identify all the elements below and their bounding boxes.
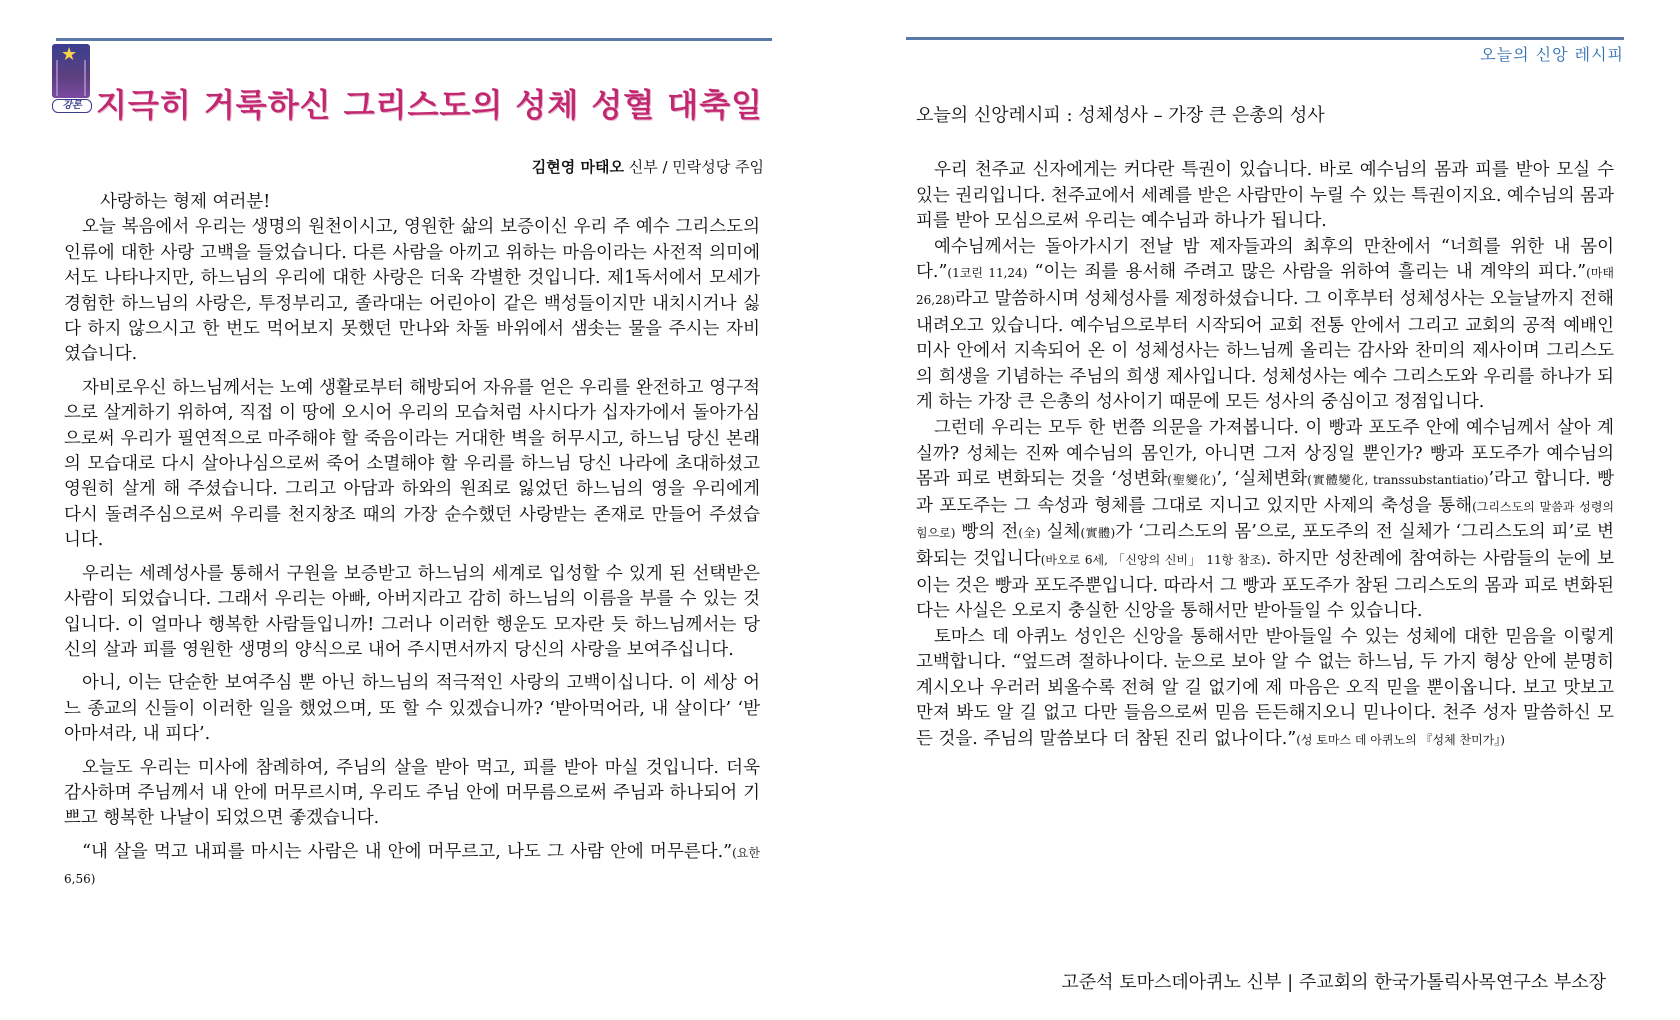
text-span: “이는 죄를 용서해 주려고 많은 사람을 위하여 흘리는 내 계약의 피다.” (1027, 262, 1587, 283)
inline-note: (바오로 6세, 「신앙의 신비」 11항 참조) (1040, 552, 1266, 567)
bible-reference: (마태 26,28) (916, 266, 1614, 307)
paragraph (916, 235, 1614, 416)
hanja-note: (全) (1018, 526, 1041, 541)
text-span: 실체 (1040, 522, 1081, 543)
paragraph: 오늘도 우리는 미사에 참례하여, 주님의 살을 받아 먹고, 피를 받아 마실 것입니다. 더욱 감사하며 주님께서 내 안에 머무르시며, 우리도 주님 안에 머무름으로써 주님과 하나되어 기쁘고 행복한 나날이 되었으면 좋겠습니다. (64, 757, 760, 829)
citation: (성 토마스 데 아퀴노의 『성체 찬미가』) (1296, 733, 1505, 748)
logo-emblem (52, 44, 90, 98)
logo-beam (56, 60, 86, 96)
homily-body (64, 190, 760, 893)
section-subtitle: 오늘의 신앙레시피 : 성체성사 – 가장 큰 은총의 성사 (916, 105, 1325, 126)
closing-quote (64, 840, 760, 893)
logo-tag: 강론 (52, 99, 92, 113)
right-top-rule (906, 37, 1624, 40)
hanja-note: (實體) (1080, 526, 1116, 541)
text-span: . 하지만 성찬례에 참여하는 사람들의 눈에 보이는 것은 빵과 포도주뿐입니다. 따라서 그 빵과 포도주가 참된 그리스도의 몸과 피로 변화된다는 사실은 오로지 충실한 신앙을 통해서만 받아들일 수 있습니다. (916, 548, 1614, 622)
bible-reference: (1코린 11,24) (947, 266, 1028, 281)
star-icon: ★ (61, 44, 78, 65)
text-span: 빵의 전 (955, 522, 1019, 543)
text-span: 예수님께서는 돌아가시기 전날 밤 제자들과의 최후의 만찬에서 “너희를 위한 내 몸이다.” (916, 236, 1614, 283)
recipe-body (916, 158, 1614, 754)
section-header: 오늘의 신앙 레시피 (1480, 45, 1624, 64)
paragraph: 사랑하는 형제 여러분! (100, 192, 271, 212)
paragraph: 우리 천주교 신자에게는 커다란 특권이 있습니다. 바로 예수님의 몸과 피를 받아 모실 수 있는 권리입니다. 천주교에서 세례를 받은 사람만이 누릴 수 있는 특권이지요. 예수님의 몸과 피를 받아 모심으로써 우리는 예수님과 하나가 됩니다. (916, 160, 1614, 232)
text-span: 라고 말씀하시며 성체성사를 제정하셨습니다. 그 이후부터 성체성사는 오늘날까지 전해 내려오고 있습니다. 예수님으로부터 시작되어 교회 전통 안에서 그리고 교회의 공적 예배인 미사 안에서 지속되어 온 이 성체성사는 하느님께 올리는 감사와 찬미의 제사이며 그리스도의 희생을 기념하는 주님의 희생 제사입니다. 성체성사는 예수 그리스도와 우리를 하나가 되게 하는 가장 큰 은총의 성사이기 때문에 모든 성사의 중심이고 정점입니다. (916, 288, 1614, 413)
text-span: ’, ‘실체변화 (1216, 469, 1308, 490)
byline-role: 신부 / 민락성당 주임 (623, 158, 764, 176)
byline-name: 김현영 마태오 (531, 158, 624, 176)
text-span: 가 ‘그리스도의 몸’으로, 포도주의 전 실체가 ‘그리스도의 피’로 변화되는 것입니다 (916, 522, 1614, 569)
left-top-rule (56, 38, 772, 41)
text-span: 토마스 데 아퀴노 성인은 신앙을 통해서만 받아들일 수 있는 성체에 대한 믿음을 이렇게 고백합니다. “엎드려 절하나이다. 눈으로 보아 알 수 없는 하느님, 두 가지 형상 안에 분명히 계시오나 우러러 뵈올수록 전혀 알 길 없기에 제 마음은 오직 믿을 뿐이옵니다. 보고 맛보고 만져 봐도 알 길 없고 다만 들음으로써 믿음 든든해지오니 믿나이다. 천주 성자 말씀하신 모든 것을. 주님의 말씀보다 더 참된 진리 없나이다.” (916, 626, 1614, 750)
byline (532, 156, 764, 177)
paragraph: 우리는 세례성사를 통해서 구원을 보증받고 하느님의 세계로 입성할 수 있게 된 선택받은 사람이 되었습니다. 그래서 우리는 아빠, 아버지라고 감히 하느님의 이름을 부를 수 있는 것입니다. 이 얼마나 행복한 사람들입니까! 그러나 이러한 행운도 모자란 듯 하느님께서는 당신의 살과 피를 영원한 생명의 양식으로 내어 주시면서까지 당신의 사랑을 보여주십니다. (64, 563, 760, 660)
paragraph (916, 416, 1614, 625)
text-span: 그런데 우리는 모두 한 번쯤 의문을 가져봅니다. 이 빵과 포도주 안에 예수님께서 살아 계실까? 성체는 진짜 예수님의 몸인가, 아니면 그저 상징일 뿐인가? 빵과 포도주가 예수님의 몸과 피로 변화되는 것을 ‘성변화 (916, 417, 1614, 490)
hanja-note: (聖變化) (1167, 473, 1217, 488)
text-span: ’라고 합니다. 빵과 포도주는 그 속성과 형체를 그대로 지니고 있지만 사제의 축성을 통해 (916, 469, 1615, 516)
paragraph: 아니, 이는 단순한 보여주심 뿐 아닌 하느님의 적극적인 사랑의 고백이십니다. 이 세상 어느 종교의 신들이 이러한 일을 했었으며, 또 할 수 있겠습니까? ‘받아먹어라, 내 살이다’ ‘받아마셔라, 내 피다’. (64, 673, 760, 745)
page-title: 지극히 거룩하신 그리스도의 성체 성혈 대축일 (96, 86, 764, 124)
paragraph: 자비로우신 하느님께서는 노예 생활로부터 해방되어 자유를 얻은 우리를 완전하고 영구적으로 살게하기 위하여, 직접 이 땅에 오시어 우리의 모습처럼 사시다가 십자가에서 돌아가심으로써 우리가 필연적으로 마주해야 할 죽음이라는 거대한 벽을 허무시고, 하느님 당신 본래의 모습대로 다시 살아나심으로써 죽어 소멸해야 할 우리를 하느님 당신 나라에 초대하셨고 영원히 살게 해 주셨습니다. 그리고 아담과 하와의 원죄로 잃었던 하느님의 영을 우리에게 다시 돌려주심으로써 우리를 천지창조 때의 가장 순수했던 사랑받는 존재로 만들어 주셨습니다. (64, 377, 761, 551)
author-line: 고준석 토마스데아퀴노 신부 | 주교회의 한국가톨릭사목연구소 부소장 (1061, 972, 1606, 993)
hanja-note: (實體變化, transsubstantiatio) (1307, 473, 1489, 488)
paragraph: 오늘 복음에서 우리는 생명의 원천이시고, 영원한 삶의 보증이신 우리 주 예수 그리스도의 인류에 대한 사랑 고백을 들었습니다. 다른 사람을 아끼고 위하는 마음이라는 사전적 의미에서도 나타나지만, 하느님의 우리에 대한 사랑은 더욱 각별한 것입니다. 제1독서에서 모세가 경험한 하느님의 사랑은, 투정부리고, 졸라대는 어린아이 같은 백성들이지만 내치시거나 싫다 하지 않으시고 한 번도 먹어보지 못했던 만나와 차돌 바위에서 샘솟는 물을 주시는 자비였습니다. (64, 217, 760, 365)
quote-reference: (요한 6,56) (64, 845, 760, 887)
homily-logo (52, 44, 92, 114)
paragraph (916, 625, 1614, 754)
quote-text: “내 살을 먹고 내피를 마시는 사람은 내 안에 머무르고, 나도 그 사람 안에 머무른다.” (82, 841, 733, 862)
inline-note: (그리스도의 말씀과 성령의 힘으로) (916, 499, 1614, 541)
